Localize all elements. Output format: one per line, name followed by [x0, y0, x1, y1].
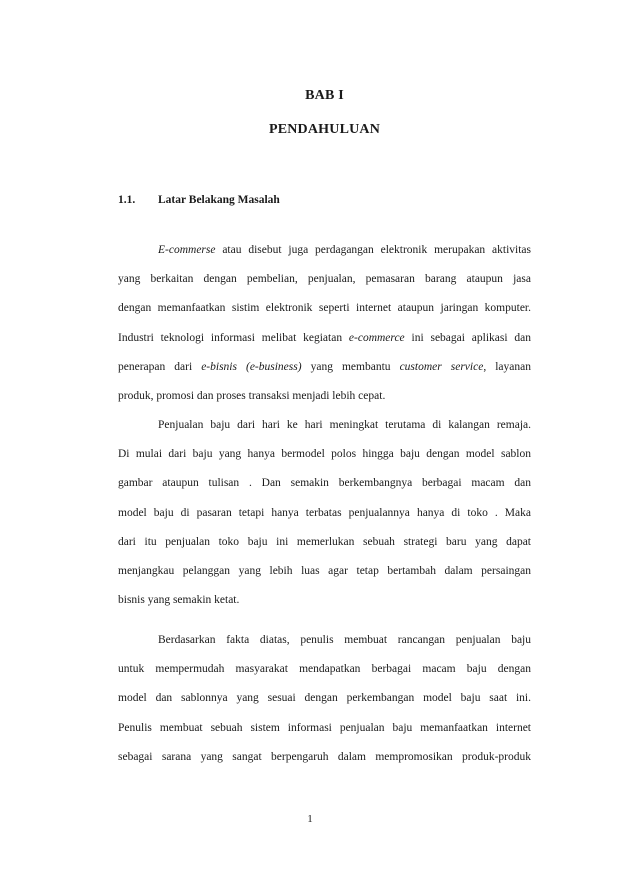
- chapter-number: BAB I: [305, 88, 344, 103]
- paragraph-line: [118, 301, 531, 315]
- text-run: , layanan: [483, 360, 531, 373]
- italic-term: e-bisnis (e-business): [201, 360, 302, 373]
- text-run: Penjualan baju dari hari ke hari meningkat terutama di kalangan remaja.: [158, 419, 531, 431]
- text-run: bisnis yang semakin ketat.: [118, 594, 240, 607]
- text-run: model dan sablonnya yang sesuai dengan perkembangan model baju saat ini.: [118, 692, 531, 705]
- paragraph-line: [118, 750, 531, 764]
- text-run: Penulis membuat sebuah sistem informasi penjualan baju memanfaatkan internet: [118, 721, 531, 734]
- text-run: yang berkaitan dengan pembelian, penjualan, pemasaran barang ataupun jasa: [118, 273, 531, 286]
- section-number: 1.1.: [118, 194, 136, 206]
- chapter-title: PENDAHULUAN: [268, 122, 381, 137]
- section-title: Latar Belakang Masalah: [158, 194, 280, 206]
- paragraph-line: [118, 272, 531, 286]
- paragraph-line: [118, 389, 531, 403]
- paragraph-line: [118, 691, 531, 705]
- text-run: dari itu penjualan toko baju ini memerlukan sebuah strategi baru yang dapat: [118, 535, 531, 548]
- paragraph-line: [118, 721, 531, 735]
- text-run: Berdasarkan fakta diatas, penulis membuat rancangan penjualan baju: [158, 634, 531, 646]
- paragraph-line: [118, 535, 531, 549]
- text-run: produk, promosi dan proses transaksi menjadi lebih cepat.: [118, 390, 386, 402]
- text-run: sebagai sarana yang sangat berpengaruh dalam mempromosikan produk-produk: [118, 750, 531, 763]
- paragraph-line: [118, 476, 531, 490]
- paragraph-line: [118, 506, 531, 520]
- text-run: Di mulai dari baju yang hanya bermodel polos hingga baju dengan model sablon: [118, 448, 531, 461]
- italic-term: e-commerce: [348, 331, 405, 344]
- italic-term: E-commerse: [158, 244, 216, 256]
- text-run: dengan memanfaatkan sistim elektronik seperti internet ataupun jaringan komputer.: [118, 302, 531, 315]
- text-run: atau disebut juga perdagangan elektronik merupakan aktivitas: [215, 244, 531, 256]
- text-run: menjangkau pelanggan yang lebih luas agar tetap bertambah dalam persaingan: [118, 565, 531, 577]
- paragraph-line: [158, 418, 531, 432]
- text-run: gambar ataupun tulisan . Dan semakin berkembangnya berbagai macam dan: [118, 477, 531, 490]
- text-run: yang membantu: [301, 360, 400, 373]
- text-run: Industri teknologi informasi melibat kegiatan: [118, 331, 349, 344]
- paragraph-line: [118, 564, 531, 578]
- paragraph-line: [118, 662, 531, 676]
- text-run: penerapan dari: [118, 360, 202, 373]
- paragraph-line: [118, 360, 531, 374]
- page-number: 1: [307, 813, 313, 825]
- text-run: untuk mempermudah masyarakat mendapatkan berbagai macam baju dengan: [118, 663, 531, 676]
- italic-term: customer service: [399, 360, 484, 373]
- paragraph-line: [158, 633, 531, 647]
- section-heading: [118, 194, 280, 206]
- text-run: ini sebagai aplikasi dan: [404, 331, 531, 344]
- text-run: model baju di pasaran tetapi hanya terbatas penjualannya hanya di toko . Maka: [118, 506, 531, 519]
- paragraph-line: [118, 447, 531, 461]
- paragraph-line: [118, 331, 531, 345]
- paragraph-line: [158, 243, 531, 257]
- paragraph-line: [118, 593, 531, 607]
